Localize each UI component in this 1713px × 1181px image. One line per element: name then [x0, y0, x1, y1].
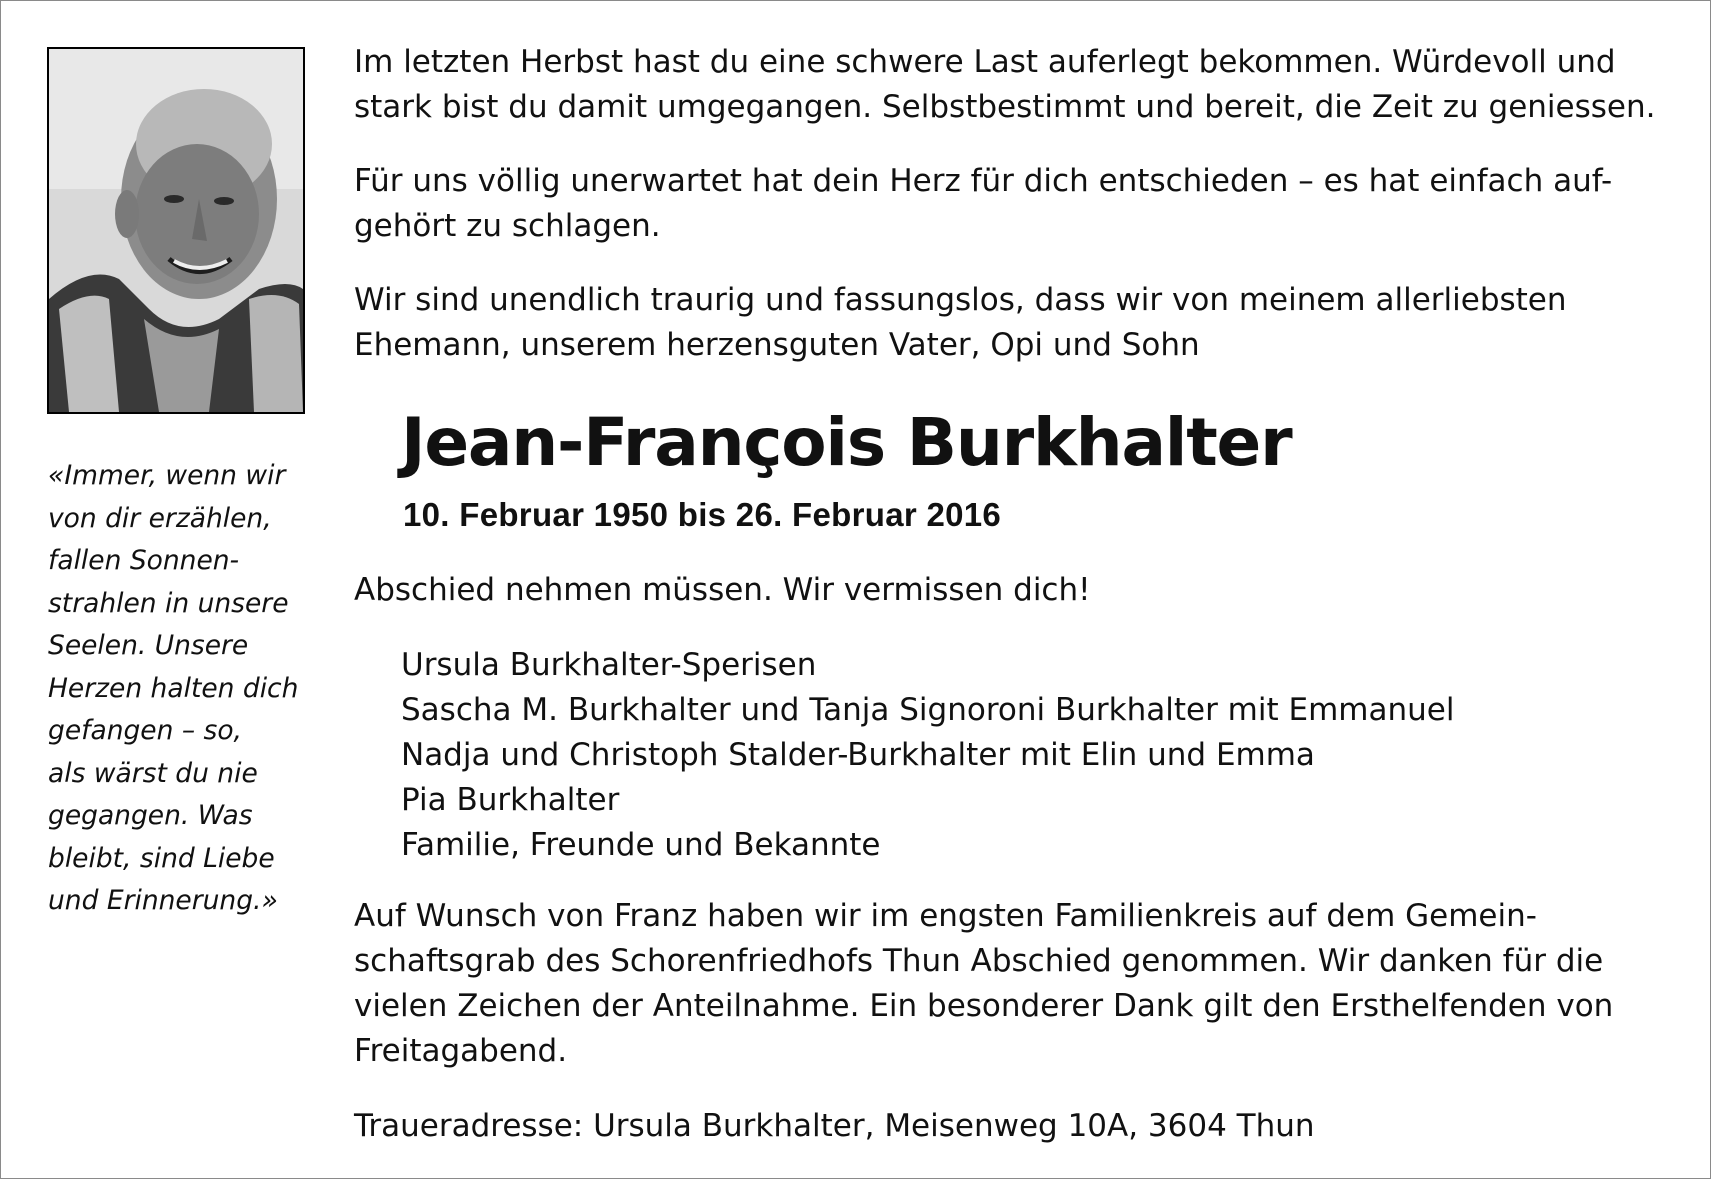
- mourner-entry: Familie, Freunde und Bekannte: [401, 827, 881, 863]
- intro-paragraph-3: [354, 278, 1567, 368]
- text-line: stark bist du damit umgegangen. Selbstbestimmt und bereit, die Zeit zu geniessen.: [354, 89, 1656, 125]
- text-line: schaftsgrab des Schorenfriedhofs Thun Abschied genommen. Wir danken für die: [354, 943, 1604, 979]
- text-line: Im letzten Herbst hast du eine schwere Last auferlegt bekommen. Würdevoll und: [354, 44, 1616, 80]
- quote-line: bleibt, sind Liebe: [48, 842, 275, 874]
- closing-paragraph: [354, 894, 1613, 1074]
- intro-paragraph-2: [354, 159, 1612, 249]
- quote-line: Seelen. Unsere: [48, 630, 249, 661]
- text-line: Wir sind unendlich traurig und fassungslos, dass wir von meinem allerliebsten: [354, 282, 1567, 318]
- intro-paragraph-1: [354, 40, 1656, 130]
- quote-line: als wärst du nie: [48, 757, 258, 789]
- text-line: gehört zu schlagen.: [354, 208, 661, 244]
- quote-line: «Immer, wenn wir: [48, 460, 286, 491]
- quote-line: gefangen – so,: [48, 715, 242, 746]
- text-line: Ehemann, unserem herzensguten Vater, Opi und Sohn: [354, 327, 1200, 363]
- deceased-name: Jean-François Burkhalter: [401, 404, 1292, 481]
- text-line: Für uns völlig unerwartet hat dein Herz für dich entschieden – es hat einfach auf-: [354, 163, 1613, 199]
- quote-line: fallen Sonnen-: [48, 545, 240, 576]
- quote-line: gegangen. Was: [48, 800, 253, 831]
- mourner-entry: Sascha M. Burkhalter und Tanja Signoroni Burkhalter mit Emmanuel: [401, 692, 1455, 728]
- quote-line: und Erinnerung.»: [48, 885, 278, 916]
- portrait-photo: [47, 47, 305, 414]
- quote-line: Herzen halten dich: [48, 672, 299, 704]
- portrait-image: [49, 49, 303, 412]
- mourner-entry: Nadja und Christoph Stalder-Burkhalter mit Elin und Emma: [401, 737, 1315, 773]
- mourner-entry: Pia Burkhalter: [401, 782, 620, 818]
- mourners-list: [401, 643, 1454, 868]
- mourner-entry: Ursula Burkhalter-Sperisen: [401, 647, 817, 683]
- memorial-quote: [48, 455, 318, 923]
- quote-line: strahlen in unsere: [48, 587, 289, 619]
- life-dates: 10. Februar 1950 bis 26. Februar 2016: [403, 496, 1002, 533]
- text-line: Auf Wunsch von Franz haben wir im engsten Familienkreis auf dem Gemein-: [354, 898, 1537, 934]
- mourning-address: Traueradresse: Ursula Burkhalter, Meisenweg 10A, 3604 Thun: [354, 1108, 1315, 1144]
- farewell-line: Abschied nehmen müssen. Wir vermissen dich!: [354, 572, 1091, 608]
- text-line: Freitagabend.: [354, 1033, 568, 1069]
- text-line: vielen Zeichen der Anteilnahme. Ein besonderer Dank gilt den Ersthelfenden von: [354, 988, 1614, 1024]
- quote-line: von dir erzählen,: [48, 502, 272, 534]
